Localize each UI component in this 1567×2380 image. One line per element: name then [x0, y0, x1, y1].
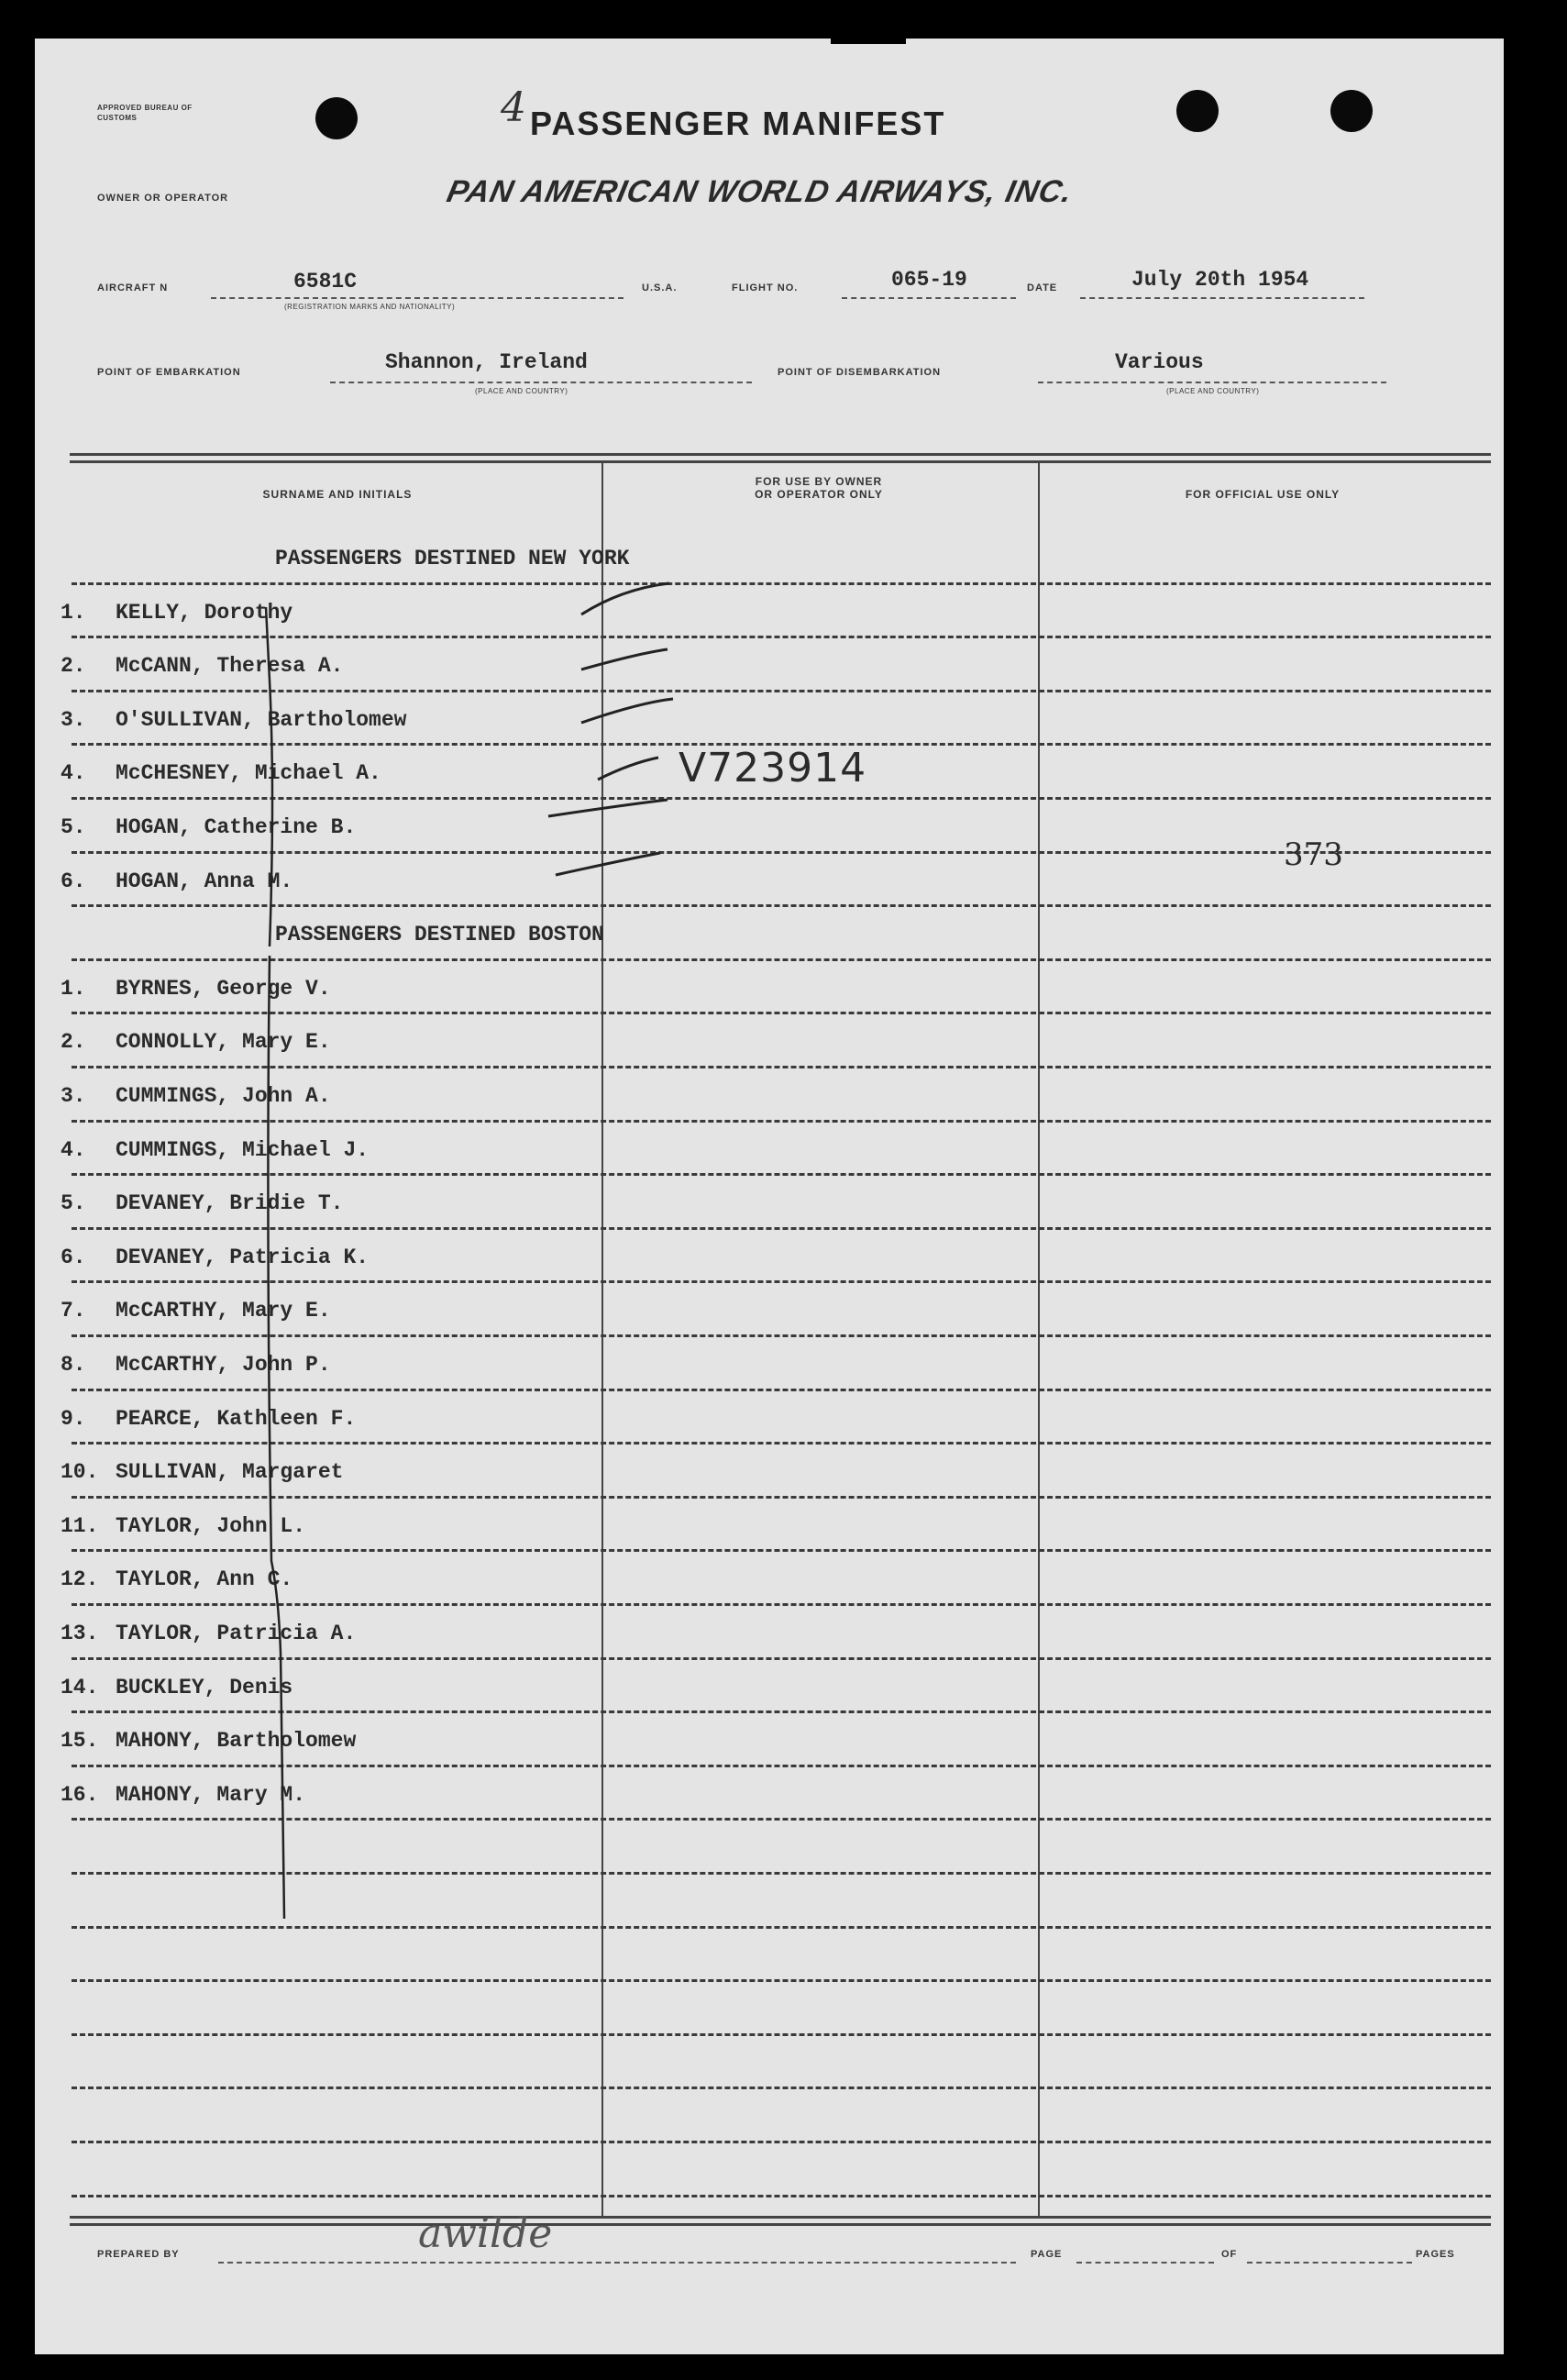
owner-label: OWNER OR OPERATOR: [97, 193, 229, 204]
table-bottom-rule: [70, 2216, 1491, 2219]
passenger-number: 10.: [61, 1460, 99, 1484]
passenger-name: TAYLOR, John L.: [116, 1514, 306, 1538]
pages-label: PAGES: [1416, 2249, 1455, 2260]
passenger-number: 9.: [61, 1407, 86, 1431]
passenger-name: O'SULLIVAN, Bartholomew: [116, 708, 407, 732]
passenger-number: 14.: [61, 1676, 99, 1699]
check-mark: [548, 800, 668, 816]
column-header-surname: SURNAME AND INITIALS: [262, 488, 413, 501]
table-bottom-rule: [70, 2223, 1491, 2226]
passenger-name: McCANN, Theresa A.: [116, 654, 344, 678]
passenger-name: McCARTHY, John P.: [116, 1353, 331, 1377]
passenger-name: MAHONY, Bartholomew: [116, 1729, 357, 1753]
passenger-name: CUMMINGS, Michael J.: [116, 1138, 370, 1162]
passenger-name: CUMMINGS, John A.: [116, 1084, 331, 1108]
passenger-name: TAYLOR, Patricia A.: [116, 1622, 357, 1645]
passenger-name: McCARTHY, Mary E.: [116, 1299, 331, 1323]
corner-handwritten-mark: 4: [501, 84, 526, 131]
passenger-name: DEVANEY, Bridie T.: [116, 1191, 344, 1215]
passenger-name: HOGAN, Catherine B.: [116, 815, 357, 839]
check-mark: [598, 758, 658, 780]
passenger-name: SULLIVAN, Margaret: [116, 1460, 344, 1484]
passenger-name: HOGAN, Anna M.: [116, 869, 293, 893]
passenger-number: 6.: [61, 869, 86, 893]
check-mark: [581, 583, 669, 614]
aircraft-number: 6581C: [293, 270, 358, 293]
aircraft-label: AIRCRAFT N: [97, 282, 169, 293]
owner-use-line-1: FOR USE BY OWNER: [755, 475, 883, 488]
of-line: [1247, 2262, 1412, 2264]
passenger-number: 6.: [61, 1245, 86, 1269]
customs-stamp: APPROVED BUREAU OF CUSTOMS: [97, 104, 193, 122]
passenger-number: 12.: [61, 1567, 99, 1591]
owner-use-line-2: OR OPERATOR ONLY: [755, 488, 883, 501]
bracket-line-lower: [35, 956, 402, 2148]
page-line: [1076, 2262, 1214, 2264]
passenger-number: 13.: [61, 1622, 99, 1645]
prepared-by-label: PREPARED BY: [97, 2249, 180, 2260]
registration-caption: (REGISTRATION MARKS AND NATIONALITY): [284, 303, 456, 311]
passenger-number: 15.: [61, 1729, 99, 1753]
table-rule-line: [72, 2195, 1491, 2197]
passenger-number: 2.: [61, 654, 86, 678]
page-label: PAGE: [1031, 2249, 1063, 2260]
passenger-name: McCHESNEY, Michael A.: [116, 761, 381, 785]
passenger-number: 8.: [61, 1353, 86, 1377]
embarkation-caption: (PLACE AND COUNTRY): [475, 387, 568, 395]
signature: awilde: [418, 2210, 553, 2257]
passenger-name: MAHONY, Mary M.: [116, 1783, 306, 1807]
passenger-name: DEVANEY, Patricia K.: [116, 1245, 370, 1269]
date-label: DATE: [1027, 282, 1058, 293]
passenger-number: 11.: [61, 1514, 99, 1538]
passenger-number: 2.: [61, 1030, 86, 1054]
country-label: U.S.A.: [642, 282, 678, 293]
airline-name: PAN AMERICAN WORLD AIRWAYS, INC.: [444, 174, 1076, 209]
manifest-sheet: [35, 39, 1504, 2354]
embarkation-point: Shannon, Ireland: [385, 350, 588, 374]
passenger-number: 1.: [61, 977, 86, 1001]
group-heading: PASSENGERS DESTINED BOSTON: [275, 923, 604, 946]
disembarkation-caption: (PLACE AND COUNTRY): [1166, 387, 1260, 395]
passenger-number: 1.: [61, 601, 86, 625]
of-label: OF: [1221, 2249, 1238, 2260]
passenger-number: 4.: [61, 1138, 86, 1162]
check-mark: [581, 699, 673, 723]
flight-number: 065-19: [891, 268, 967, 292]
check-mark: [556, 853, 660, 875]
handwritten-visa-number: V723914: [679, 745, 867, 791]
flight-date: July 20th 1954: [1131, 268, 1309, 292]
check-mark: [581, 649, 668, 670]
passenger-name: CONNOLLY, Mary E.: [116, 1030, 331, 1054]
page-title: PASSENGER MANIFEST: [530, 105, 946, 142]
passenger-number: 5.: [61, 1191, 86, 1215]
prepared-by-line: [218, 2262, 1016, 2264]
official-number: 373: [1284, 836, 1343, 873]
passenger-number: 3.: [61, 708, 86, 732]
embarkation-label: POINT OF EMBARKATION: [97, 367, 241, 378]
passenger-number: 5.: [61, 815, 86, 839]
column-header-official: FOR OFFICIAL USE ONLY: [1185, 488, 1341, 501]
passenger-name: BYRNES, George V.: [116, 977, 331, 1001]
passenger-number: 16.: [61, 1783, 99, 1807]
flight-label: FLIGHT NO.: [732, 282, 799, 293]
passenger-number: 7.: [61, 1299, 86, 1323]
passenger-number: 4.: [61, 761, 86, 785]
disembarkation-point: Various: [1115, 350, 1204, 374]
bracket-line: [266, 607, 272, 946]
disembarkation-label: POINT OF DISEMBARKATION: [778, 367, 942, 378]
passenger-number: 3.: [61, 1084, 86, 1108]
passenger-name: KELLY, Dorothy: [116, 601, 293, 625]
passenger-name: BUCKLEY, Denis: [116, 1676, 293, 1699]
passenger-name: PEARCE, Kathleen F.: [116, 1407, 357, 1431]
passenger-name: TAYLOR, Ann C.: [116, 1567, 293, 1591]
group-heading: PASSENGERS DESTINED NEW YORK: [275, 547, 630, 570]
check-marks: [35, 39, 1504, 956]
